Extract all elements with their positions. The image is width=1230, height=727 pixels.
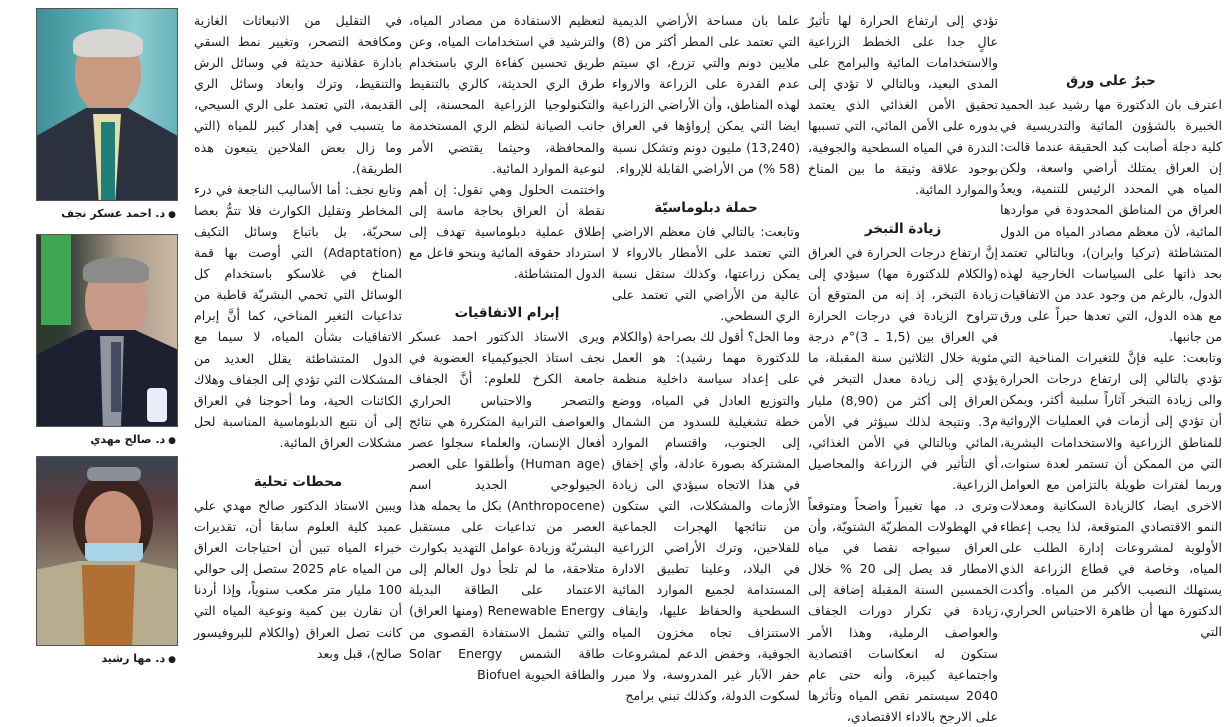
portrait-green-drape [41, 235, 71, 325]
column-4 [409, 10, 606, 682]
portrait-photo [36, 456, 178, 646]
photo-block-maha-rashid [36, 456, 178, 665]
water-bottle [147, 388, 167, 422]
paragraph: تؤدي إلى ارتفاع الحرارة لها تأثيرٌ عالٍ جدا على الخطط الزراعية والاستخدامات المائية والبرامج على المدى البعيد، وبالتالي لا تؤدي إلى تحقيق الأمن الغذائي الذي يعتمد بدوره على الأمن المائي، التي تسببها الندرة في المياه السطحية والجوفية، بوجود علاقة وثيقة ما بين المناخ والموارد المائية. [808, 13, 998, 197]
portrait-tie [111, 342, 121, 412]
paragraph: في التقليل من الانبعاثات الغازية ومكافحة التصحر، وتغيير نمط السقي بادارة عقلانية حديثة في وسائل الرش والتنقيط، وترك وابعاد وسائل الري القديمة، التي تعتمد على الري السيحي، ما يتسبب في إهدار كبير للمياه (التي وما زال بعض الفلاحين يتبعون هذه الطريقة). [194, 13, 402, 176]
section-heading-ink-on-paper: حبرٌ على ورق [1066, 73, 1156, 89]
portrait-photo [36, 234, 178, 427]
portrait-hair [73, 29, 143, 57]
portrait-hair [83, 257, 149, 283]
photos-column [0, 0, 190, 665]
paragraph: ويبين الاستاذ الدكتور صالح مهدي علي عميد كلية العلوم سابقا أن، تقديرات خبراء المياه تبين أن احتياجات العراق من المياه عام 2025 ستصل إلى حوالي 100 مليار متر مكعب سنوياً، وإذا أردنا أن نقارن بين كمية ونوعية المياه التي كانت تصل العراق (والكلام للبروفيسور صالح)، قبل وبعد [194, 497, 402, 661]
photo-caption [36, 207, 178, 220]
bullet-icon: ● [168, 436, 176, 446]
caption-text: د. مها رشيد [101, 652, 166, 665]
bullet-icon: ● [168, 655, 176, 665]
caption-text: د. احمد عسكر نجف [61, 207, 166, 220]
bullet-icon: ● [168, 210, 176, 220]
photo-block-ahmed-askar-najaf [36, 8, 178, 220]
portrait-tie [101, 122, 115, 200]
paragraph: وما الحل؟ أقول لك بصراحة (والكلام للدكتورة مهما رشيد): هو العمل على إعداد سياسة داخلية منظمة والتوزيع العادل في المياه، ووضع خطة تشغيلية للسدود من الشمال إلى الجنوب، واقتسام الموارد المشتركة بصورة عادلة، وأي إخفاق في هذا الاتجاه سيؤدي الى زيادة الأزمات والمشكلات، التي ستكون من نتائجها الهجرات الجماعية للفلاحين، وترك الأراضي الزراعية في البلاد، وعلينا تطبيق الادارة المستدامة لجميع الموارد المائية السطحية والحفاظ عليها، وايقاف الاستنزاف تجاه مخزون المياه الجوفية، وخفض الدعم لمشروعات حفر الآبار غير المدروسة، ولا مبرر لسكوت الدولة، وكذلك تبني برامج [611, 329, 800, 703]
photo-caption [36, 433, 178, 446]
caption-text: د. صالح مهدي [90, 433, 166, 446]
column-1 [1000, 8, 1222, 665]
column-5 [194, 10, 402, 665]
paragraph: لتعظيم الاستفادة من مصادر المياه، والترشيد في استخدامات المياه، وعن طريق تحسين كفاءة الري باستخدام طرق الري الحديثة، كالري بالتنقيط والتكنولوجيا الزراعية المحسنة، إلى جانب الصيانة لنظم الري المستخدمة والمحافظة، وحيثما يقتضي الأمر لنوعية الموارد المائية. [409, 13, 605, 176]
paragraph: واختتمت الحلول وهي تقول: إن أهم نقطة أن العراق بحاجة ماسة إلى إطلاق عملية دبلوماسية تهدف إلى استرداد حقوقه المائية وبنحو فاعل مع الدول المتشاطئة. [409, 181, 605, 282]
photo-caption [36, 652, 178, 665]
paragraph: اعترف بان الدكتورة مها رشيد عبد الحميد الخبيرة بالشؤون المائية والتدريسية في كلية دجلة أصابت كبد الحقيقة عندما قالت: إن العراق يمتلك أراضي واسعة، ولكن المياه هي المحدد الرئيس للتنمية، ويعدُ العراق من المناطق المحدودة في مواردها المائية، لأن معظم مصادر المياه من الدول المتشاطئة (تركيا وايران)، وبالتالي تعتمد بحد ذاتها على السياسات الخارجية لهذه الدول، بالرغم من وجود عدد من الاتفاقيات مع هذه الدول، التي تعدها حبراً على ورق من جانبها. [1000, 97, 1222, 345]
sunglasses-on-head [87, 467, 141, 481]
paragraph: وتابع نجف: أما الأساليب الناجعة في درء المخاطر وتقليل الكوارث فلا تتمُّ بعصا سحريّة، بل باتباع وسائل التكيف (Adaptation) التي أوصت بها قمة المناخ في غلاسكو باستخدام كل الوسائل التي تحمي البشريّة قاطبة من تداعيات التغير المناخي، كما أنَّ إبرام الاتفاقيات بشأن المياه، لا سيما مع الدول المتشاطئة يقلل العديد من المشكلات التي تؤدي إلى الجفاف وهلاك الكائنات الحية، وما أحوجنا في العراق إلى أن نتبع الدبلوماسية المناسبة لحل مشكلات العراق المائية. [194, 181, 402, 450]
section-heading-evaporation: زيادة التبخر [864, 220, 942, 237]
paragraph: وترى د. مها تغييراً واضحاً ومتوقعاً في الهطولات المطريّة الشتويّة، وأن العراق سيواجه نقصا في مياه الامطار قد يصل إلى 20 % خلال الخمسين السنة المقبلة إضافة إلى زيادة في تكرار دورات الجفاف والعواصف الرملية، وهذا الأمر ستكون له انعكاسات اقتصادية واجتماعية كبيرة، وأنه حتى عام 2040 سيستمر نقص المياه وتأثرها على الارجح بالاداء الاقتصادي، [808, 497, 998, 724]
section-heading-desalination-plants: محطات تحلية [253, 473, 343, 490]
photo-block-saleh-mahdi [36, 234, 178, 446]
section-heading-agreements: إبرام الاتفاقيات [454, 305, 560, 322]
paragraph: وتابعت: بالتالي فان معظم الاراضي التي تعتمد على الأمطار بالارواء لا يمكن زراعتها، وكذلك ستقل نسبة عالية من الأراضي التي تعتمد على الري السطحي. [612, 223, 800, 324]
paragraph: ويرى الاستاذ الدكتور احمد عسكر نجف استاذ الجيوكيمياء العضوية في جامعة الكرخ للعلوم: أنَّ الجفاف والتصحر والاحتباس الحراري والعواصف الترابية المتكررة هي نتائج أفعال الإنسان، والعلماء سجلوا عصر (Human age) وأطلقوا على العصر الجيولوجي الجديد اسم (Anthropocene) بكل ما يحمله هذا العصر من تداعيات على مستقبل البشريّة وزيادة عوامل التهديد بكوارث متلاحقة، ما لم تلجأ دول العالم إلى الاعتماد على الطاقة البديلة Renewable Energy (ومنها العراق) والتي تشمل الاستفادة القصوى من طاقة الشمس Solar Energy والطاقة الحيوية Biofuel [409, 329, 606, 682]
paragraph: إنَّ ارتفاع درجات الحرارة في العراق (والكلام للدكتورة مها) سيؤدي إلى زيادة التبخر، إذ إنه من المتوقع أن تتراوح الزيادة في درجات الحرارة في العراق بين (1,5 ـ 3)°م درجة مئوية خلال الثلاثين سنة المقبلة، ما يؤدي إلى زيادة معدل التبخر في العراق إلى أكثر من (8,90) مليار م3. ونتيجة لذلك سيؤثر في الأمن المائي وبالتالي في الأمن الغذائي، أي التأثير في الزراعة والمحاصيل الزراعية. [808, 244, 998, 492]
paragraph: وتابعت: عليه فإنَّ للتغيرات المناخية التي تؤدي بالتالي إلى ارتفاع درجات الحرارة والى زيادة التبخر آثاراً سلبية أكثر، ويمكن أن تؤدي إلى أزمات في العمليات الإروائية للمناطق الزراعية والاستخدامات البشرية، التي من الممكن أن تستمر لعدة سنوات، وربما لفترات طويلة بالتزامن مع العوامل الاخرى ايضا، كالزيادة السكانية ومعدلات النمو الاقتصادي المتوقعة، لذا يجب إعطاء الأولوية لمشروعات إدارة الطلب على المياه، وخاصة في قطاع الزراعة الذي يستهلك النصيب الأكبر من المياه. وأكدت الدكتورة مها أن ظاهرة الاحتباس الحراري، التي [1000, 350, 1222, 640]
column-2 [808, 10, 998, 724]
paragraph: علما بان مساحة الأراضي الديمية التي تعتمد على المطر أكثر من (8) ملايين دونم والتي تزرع، اي سيتم عدم القدرة على الزراعة والارواء لهذه المناطق، وأن الأراضي الزراعية ايضا التي يمكن إرواؤها في العراق (13,240) مليون دونم وتشكل نسبة (58 %) من الأراضي القابلة للإرواء. [612, 13, 800, 176]
section-heading-diplomatic-campaign: حملة دبلوماسيّة [654, 199, 758, 216]
portrait-photo [36, 8, 178, 201]
column-3 [611, 10, 800, 703]
